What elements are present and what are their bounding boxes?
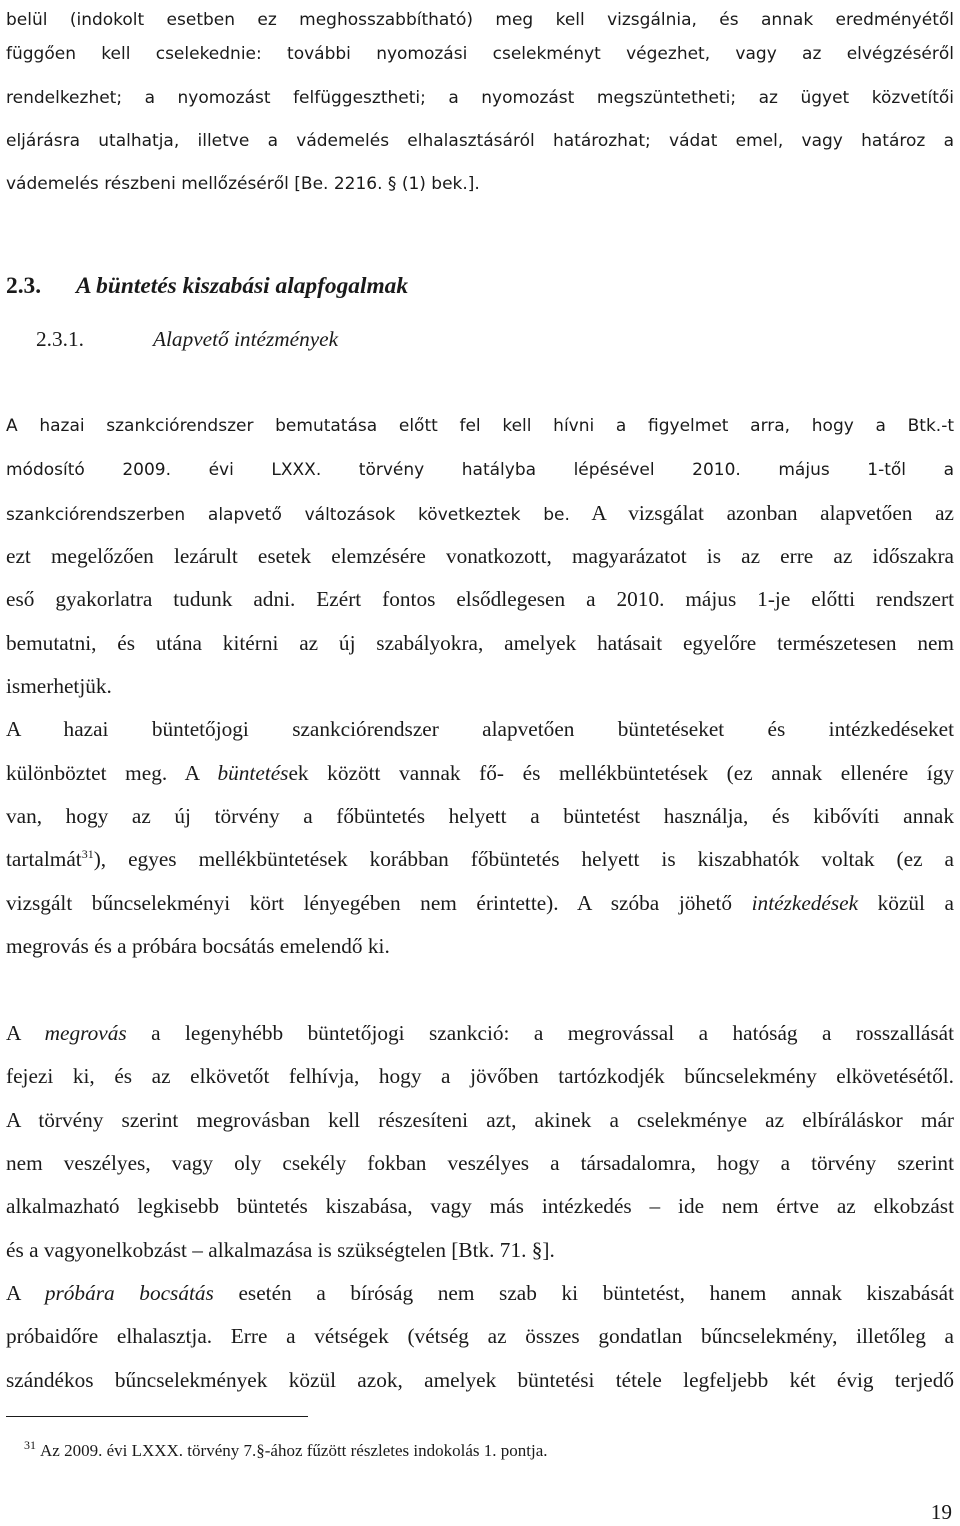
para4-line-1	[6, 1019, 954, 1047]
para3-line-1: A hazai büntetőjogi szankciórendszer alapvetően büntetéseket és intézkedéseket	[6, 717, 954, 741]
para5-line-1-b: esetén a bíróság nem szab ki büntetést, hanem annak kiszabását	[213, 1281, 954, 1305]
para5-line-3: szándékos bűncselekmények közül azok, amelyek büntetési tétele legfeljebb két évig terjedő	[6, 1368, 954, 1392]
term-intezkedesek: intézkedések	[751, 891, 859, 915]
term-megrovas: megrovás	[44, 1021, 127, 1045]
para1-line-3-serif: A vizsgálat azonban alapvetően az	[569, 501, 954, 525]
section-number: 2.3.	[6, 273, 42, 299]
intro-line-2: függően kell cselekednie: további nyomozási cselekményt végezhet, vagy az elvégzéséről	[6, 44, 954, 64]
subsection-title: Alapvető intézmények	[153, 327, 339, 351]
term-probara-bocsatas: próbára bocsátás	[44, 1281, 214, 1305]
para3-line-2	[6, 759, 954, 787]
para3-line-4-b: ), egyes mellékbüntetések korábban főbüntetés helyett is kiszabhatók voltak (ez a	[93, 847, 954, 871]
para2-line-4: ismerhetjük.	[6, 674, 112, 698]
subsection-number: 2.3.1.	[36, 327, 84, 351]
para2-line-3: bemutatni, és utána kitérni az új szabályokra, amelyek hatásait egyelőre természetesen nem	[6, 631, 954, 655]
term-buntetes: büntetés	[217, 761, 289, 785]
para3-line-5	[6, 889, 954, 917]
intro-line-4: eljárásra utalhatja, illetve a vádemelés elhalasztásáról határozhat; vádat emel, vagy határoz a	[6, 131, 954, 151]
para5-line-1	[6, 1279, 954, 1307]
para1-line-2: módosító 2009. évi LXXX. törvény hatályba lépésével 2010. május 1-től a	[6, 460, 954, 480]
subsection-heading	[36, 325, 338, 353]
para4-line-1-a: A	[6, 1021, 45, 1045]
para3-line-3: van, hogy az új törvény a főbüntetés helyett a büntetést használja, és kibővíti annak	[6, 804, 954, 828]
para4-line-1-b: a legenyhébb büntetőjogi szankció: a megrovással a hatóság a rosszallását	[126, 1021, 955, 1045]
para1-line-3-sans: szankciórendszerben alapvető változások következtek be.	[6, 505, 570, 525]
para5-line-2: próbaidőre elhalasztja. Erre a vétségek (vétség az összes gondatlan bűncselekmény, illetőleg a	[6, 1324, 954, 1348]
para1-line-1: A hazai szankciórendszer bemutatása előtt fel kell hívni a figyelmet arra, hogy a Btk.-t	[6, 416, 954, 436]
footnote-text: Az 2009. évi LXXX. törvény 7.§-ához fűzött részletes indokolás 1. pontja.	[40, 1441, 548, 1460]
para5-line-1-a: A	[6, 1281, 45, 1305]
footnote	[24, 1438, 548, 1464]
para3-line-5-b: közül a	[858, 891, 954, 915]
footnote-divider	[6, 1416, 308, 1417]
para3-line-2-a: különböztet meg. A	[6, 761, 218, 785]
para4-line-3: A törvény szerint megrovásban kell részesíteni azt, akinek a cselekménye az elbíráláskor már	[6, 1108, 954, 1132]
para4-line-2: fejezi ki, és az elkövetőt felhívja, hogy a jövőben tartózkodjék bűncselekmény elkövetésétől.	[6, 1064, 954, 1088]
para3-line-5-a: vizsgált bűncselekményi kört lényegében nem érintette). A szóba jöhető	[6, 891, 752, 915]
intro-line-5: vádemelés részbeni mellőzéséről [Be. 2216. § (1) bek.].	[6, 174, 480, 194]
para4-line-6: és a vagyonelkobzást – alkalmazása is szükségtelen [Btk. 71. §].	[6, 1238, 555, 1262]
section-heading	[6, 271, 408, 301]
section-title: A büntetés kiszabási alapfogalmak	[76, 273, 409, 299]
intro-line-1: belül (indokolt esetben ez meghosszabbítható) meg kell vizsgálnia, és annak eredményétől	[6, 10, 954, 30]
para2-line-2: eső gyakorlatra tudunk adni. Ezért fontos elsődlegesen a 2010. május 1-je előtti rendszert	[6, 587, 954, 611]
intro-line-3: rendelkezhet; a nyomozást felfüggesztheti; a nyomozást megszüntetheti; az ügyet közvetítői	[6, 88, 954, 108]
para4-line-5: alkalmazható legkisebb büntetés kiszabása, vagy más intézkedés – ide nem értve az elkobzást	[6, 1194, 954, 1218]
page-number: 19	[930, 1500, 952, 1524]
footnote-ref[interactable]: 31	[81, 847, 94, 861]
para1-line-3	[6, 499, 954, 530]
para2-line-1: ezt megelőzően lezárult esetek elemzésére vonatkozott, magyarázatot is az erre az időszakra	[6, 544, 954, 568]
para4-line-4: nem veszélyes, vagy oly csekély fokban veszélyes a társadalomra, hogy a törvény szerint	[6, 1151, 954, 1175]
para3-line-2-b: ek között vannak fő- és mellékbüntetések (ez annak ellenére így	[288, 761, 955, 785]
para3-line-4-a: tartalmát	[6, 847, 82, 871]
para3-line-6: megrovás és a próbára bocsátás emelendő ki.	[6, 934, 390, 958]
para3-line-4	[6, 845, 954, 873]
footnote-number: 31	[24, 1438, 36, 1452]
